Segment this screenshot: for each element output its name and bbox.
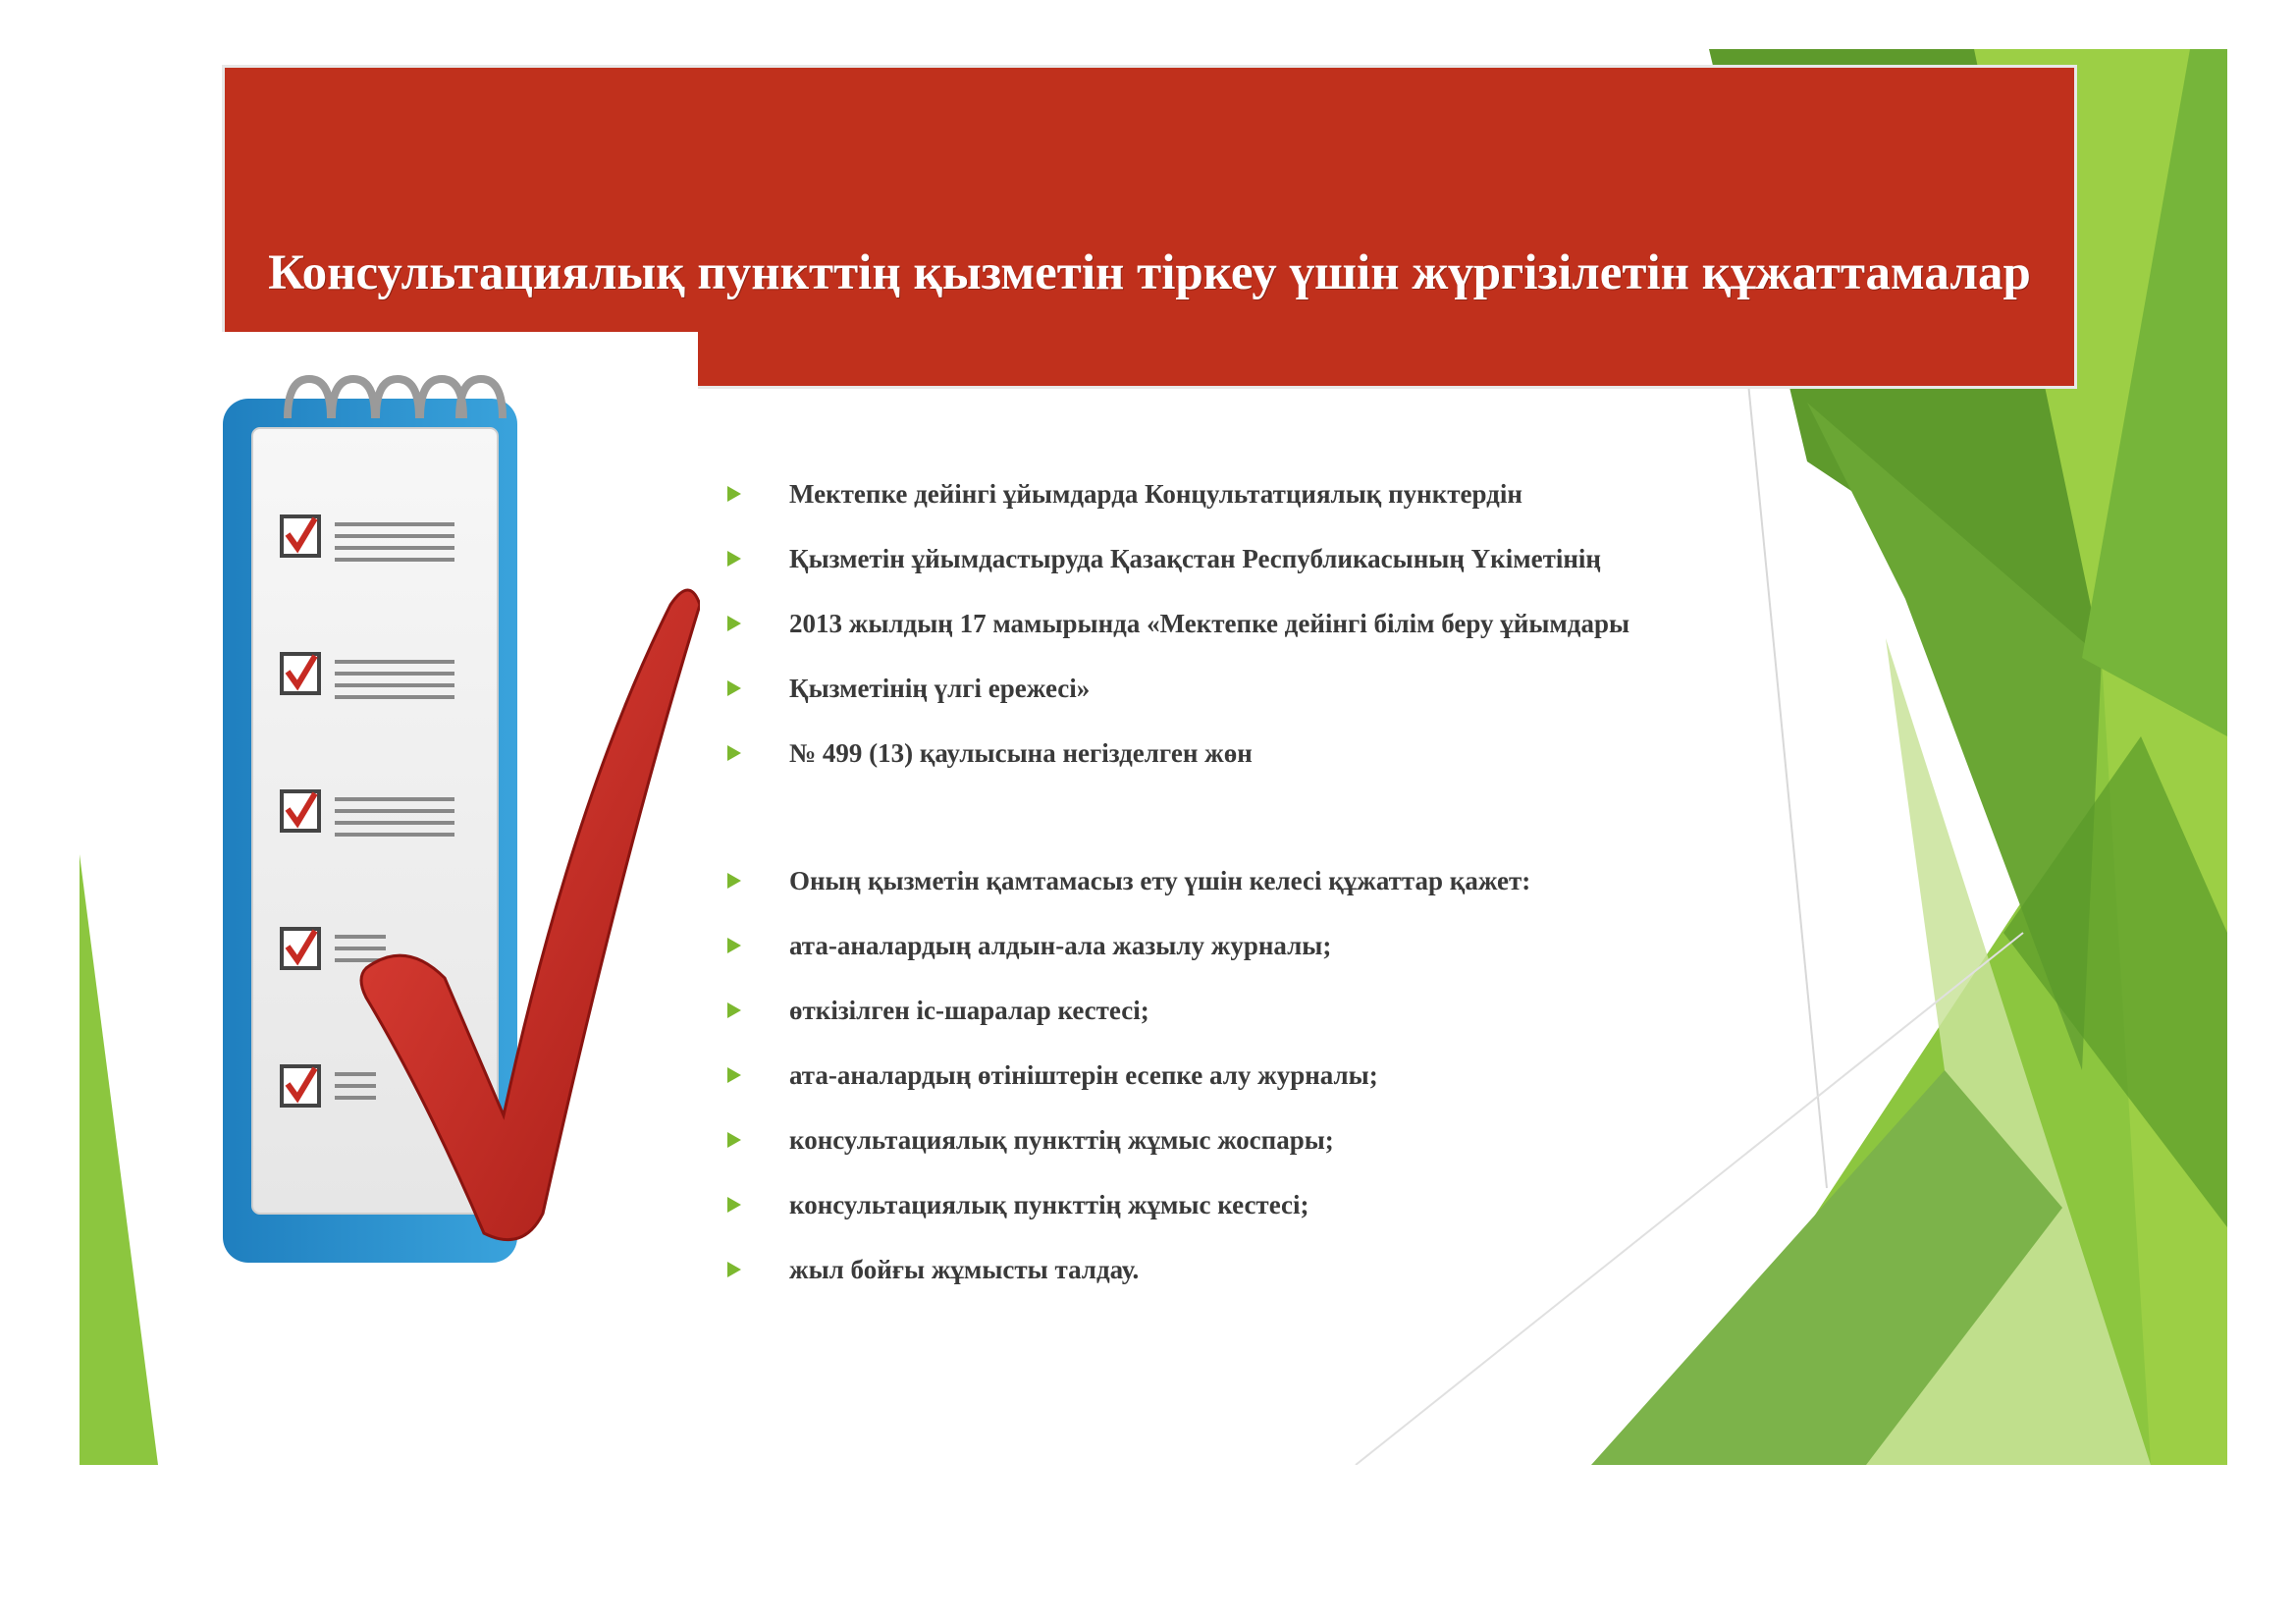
bullet-arrow-icon: [727, 486, 741, 502]
list-item: [727, 526, 2003, 591]
list-item: [727, 721, 2003, 785]
bullet-arrow-icon: [727, 1262, 741, 1277]
list-item: [727, 461, 2003, 526]
bullet-arrow-icon: [727, 680, 741, 696]
list-item-text: жыл бойғы жұмысты талдау.: [789, 1255, 1140, 1284]
list-item-text: ата-аналардың өтініштерін есепке алу журналы;: [789, 1060, 1378, 1090]
bullet-arrow-icon: [727, 1002, 741, 1018]
bullet-arrow-icon: [727, 616, 741, 631]
bullet-arrow-icon: [727, 938, 741, 953]
list-item-text: консультациялық пункттің жұмыс жоспары;: [789, 1125, 1334, 1155]
list-item-text: ата-аналардың алдын-ала жазылу журналы;: [789, 931, 1332, 960]
list-item: [727, 1237, 2003, 1302]
bullet-arrow-icon: [727, 1132, 741, 1148]
list-item: [727, 1172, 2003, 1237]
bullet-arrow-icon: [727, 873, 741, 889]
list-item: [727, 591, 2003, 656]
bullet-arrow-icon: [727, 1067, 741, 1083]
bullet-arrow-icon: [727, 745, 741, 761]
bullet-arrow-icon: [727, 551, 741, 567]
bullet-arrow-icon: [727, 1197, 741, 1213]
slide: [80, 49, 2227, 1465]
list-item-text: Қызметін ұйымдастыруда Қазақстан Республикасының Үкіметінің: [789, 544, 1601, 573]
list-item: [727, 978, 2003, 1043]
list-item: [727, 1108, 2003, 1172]
list-item-text: Қызметінің үлгі ережесі»: [789, 674, 1091, 703]
list-item: [727, 913, 2003, 978]
clipboard-checklist-icon: [219, 359, 700, 1308]
list-item-text: Мектепке дейінгі ұйымдарда Концультатциялық пунктердін: [789, 479, 1522, 509]
slide-title: Консультациялық пункттің қызметін тіркеу үшін жүргізілетін құжаттамалар: [268, 245, 2031, 300]
list-item-text: № 499 (13) қаулысына негізделген жөн: [789, 738, 1253, 768]
list-item: [727, 1043, 2003, 1108]
list-item: [727, 848, 2003, 913]
list-item-text: 2013 жылдың 17 мамырында «Мектепке дейінгі білім беру ұйымдары: [789, 609, 1630, 638]
list-item-text: өткізілген іс-шаралар кестесі;: [789, 996, 1149, 1025]
bullet-list: [727, 461, 2003, 1302]
list-item-text: Оның қызметін қамтамасыз ету үшін келесі құжаттар қажет:: [789, 866, 1531, 895]
left-green-sliver: [80, 854, 158, 1465]
list-item: [727, 656, 2003, 721]
list-item-text: консультациялық пункттің жұмыс кестесі;: [789, 1190, 1309, 1219]
